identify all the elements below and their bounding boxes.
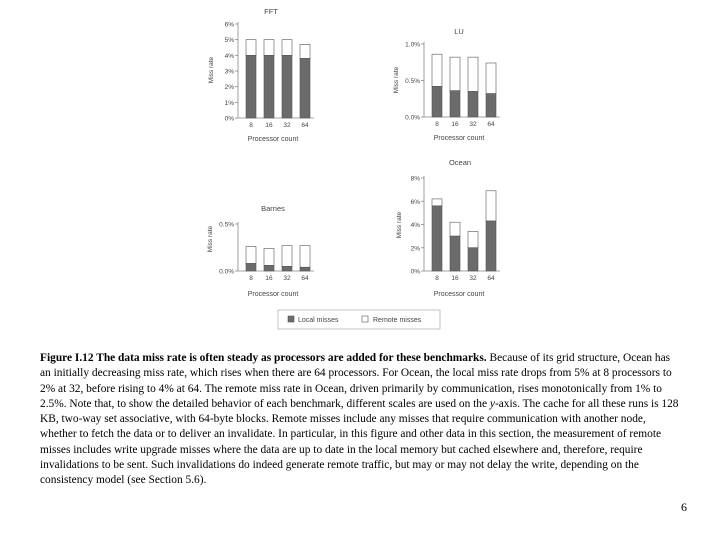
ocean-y-tick-label: 6% xyxy=(410,198,420,206)
fft-y-tick-label: 4% xyxy=(224,52,234,60)
fft-bar-local xyxy=(264,55,274,118)
ocean-x-tick-label: 8 xyxy=(435,275,439,282)
fft-y-tick-label: 2% xyxy=(224,84,234,92)
fft-x-axis-label: Processor count xyxy=(247,136,299,143)
lu-bar-local xyxy=(486,94,496,117)
lu-bar-local xyxy=(432,86,442,117)
lu-x-tick-label: 32 xyxy=(469,121,477,128)
barnes-bar-local xyxy=(300,267,310,271)
barnes-x-axis-label: Processor count xyxy=(247,291,299,298)
fft-x-tick-label: 8 xyxy=(249,122,253,129)
ocean-y-tick-label: 8% xyxy=(410,175,420,183)
fft-x-tick-label: 64 xyxy=(301,122,309,129)
fft-bar-remote xyxy=(264,40,274,56)
ocean-bar-remote xyxy=(468,231,478,247)
caption-y-axis: y xyxy=(489,397,495,410)
fft-y-tick-label: 0% xyxy=(224,115,234,123)
ocean-x-tick-label: 64 xyxy=(487,275,495,282)
barnes-y-tick-label: 0.0% xyxy=(219,268,234,276)
barnes-chart-title: Barnes xyxy=(261,204,285,213)
fft-bar-remote xyxy=(282,40,292,56)
lu-y-tick-label: 0.0% xyxy=(405,114,420,122)
ocean-y-tick-label: 2% xyxy=(410,245,420,253)
barnes-bar-remote xyxy=(282,246,292,267)
fft-bar-local xyxy=(282,55,292,118)
ocean-chart-title: Ocean xyxy=(448,158,472,167)
lu-bar-remote xyxy=(450,57,460,91)
caption-label: Figure I.12 The data miss rate is often steady as processors are added for these benchmarks. xyxy=(40,352,487,364)
barnes-x-tick-label: 8 xyxy=(249,275,253,282)
barnes-bar-remote xyxy=(300,246,310,268)
barnes-bar-remote xyxy=(264,248,274,265)
lu-bar-local xyxy=(468,91,478,117)
ocean-bar-local xyxy=(432,206,442,271)
lu-chart-title: LU xyxy=(454,27,464,36)
fft-y-tick-label: 3% xyxy=(224,68,234,76)
barnes-bar-remote xyxy=(246,247,256,264)
ocean-bar-remote xyxy=(486,191,496,221)
ocean-bar-local xyxy=(450,236,460,271)
lu-bar-local xyxy=(450,91,460,117)
barnes-x-tick-label: 32 xyxy=(283,275,291,282)
barnes-bar-local xyxy=(282,266,292,271)
lu-y-tick-label: 1.0% xyxy=(405,41,420,49)
barnes-y-axis-label: Miss rate xyxy=(207,225,214,253)
barnes-x-tick-label: 16 xyxy=(265,275,273,282)
ocean-bar-remote xyxy=(450,222,460,236)
fft-bar-remote xyxy=(246,40,256,56)
legend-remote-swatch xyxy=(362,316,368,322)
ocean-y-axis-label: Miss rate xyxy=(396,211,403,239)
lu-y-axis-label: Miss rate xyxy=(393,66,400,94)
ocean-x-tick-label: 16 xyxy=(451,275,459,282)
caption-text-part2: -axis. The cache for all these runs is 128 KB, two-way set associative, with 64-byte blocks. Remote misses include any misses that require communication with another node, whether to fetch the data or to deliver an invalidate. In particular, in this figure and other data in this section, the measurement of remote misses includes write upgrade misses where the data are up to date in the local memory but cached elsewhere and, therefore, require invalidations to be sent. Such invalidations do indeed generate remote traffic, but may or may not delay the write, depending on the consistency model (see Section 5.6). xyxy=(40,397,679,487)
fft-bar-local xyxy=(246,55,256,118)
lu-y-tick-label: 0.5% xyxy=(405,78,420,85)
lu-bar-remote xyxy=(468,57,478,91)
ocean-y-tick-label: 4% xyxy=(410,222,420,229)
ocean-bar-remote xyxy=(432,199,442,206)
barnes-bar-local xyxy=(264,265,274,271)
fft-y-tick-label: 5% xyxy=(224,37,234,45)
legend-local-label: Local misses xyxy=(298,317,339,324)
ocean-y-tick-label: 0% xyxy=(410,268,420,276)
lu-bar-remote xyxy=(486,63,496,94)
barnes-bar-local xyxy=(246,263,256,271)
lu-bar-remote xyxy=(432,54,442,86)
barnes-y-tick-label: 0.5% xyxy=(219,221,234,229)
legend-local-swatch xyxy=(288,316,294,322)
lu-x-tick-label: 16 xyxy=(451,121,459,128)
ocean-x-axis-label: Processor count xyxy=(433,291,485,298)
lu-x-axis-label: Processor count xyxy=(433,135,485,142)
page-number: 6 xyxy=(681,500,687,514)
barnes-x-tick-label: 64 xyxy=(301,275,309,282)
fft-y-tick-label: 1% xyxy=(224,99,234,107)
fft-x-tick-label: 16 xyxy=(265,122,273,129)
fft-x-tick-label: 32 xyxy=(283,122,291,129)
fft-y-tick-label: 6% xyxy=(224,21,234,29)
fft-bar-remote xyxy=(300,44,310,58)
lu-x-tick-label: 64 xyxy=(487,121,495,128)
ocean-bar-local xyxy=(468,248,478,271)
ocean-bar-local xyxy=(486,221,496,271)
lu-x-tick-label: 8 xyxy=(435,121,439,128)
fft-bar-local xyxy=(300,58,310,118)
caption-text-part1: Because of its grid structure, Ocean has an initially decreasing miss rate, which rises when there are 64 processors. For Ocean, the local miss rate drops from 5% at 8 processors to 2% at 32, before rising to 4% at 64. The remote miss rate in Ocean, driven primarily by communication, rises monotonically from 1% to 2.5%. Note that, to show the detailed behavior of each benchmark, different scales are used on the xyxy=(40,352,672,410)
figure-caption xyxy=(40,351,680,489)
legend-remote-label: Remote misses xyxy=(373,317,422,324)
fft-y-axis-label: Miss rate xyxy=(208,56,215,84)
ocean-x-tick-label: 32 xyxy=(469,275,477,282)
fft-chart-title: FFT xyxy=(264,7,278,16)
